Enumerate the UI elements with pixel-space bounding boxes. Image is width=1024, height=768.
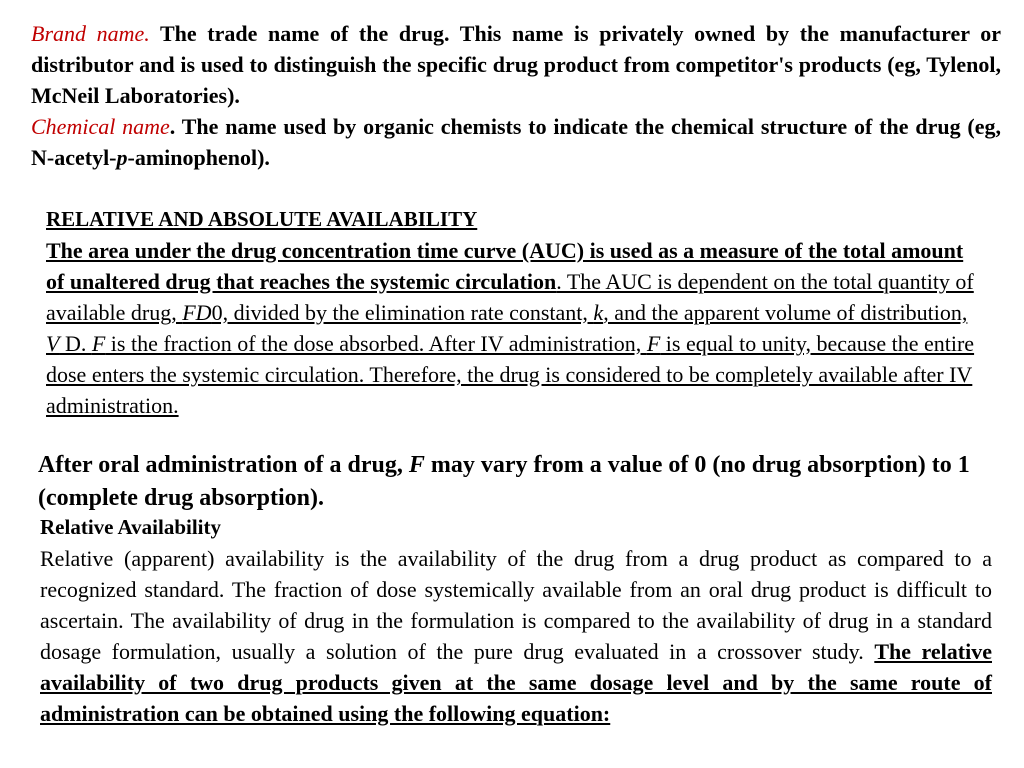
brand-name-term: Brand name xyxy=(31,21,145,46)
fd-symbol: FD xyxy=(182,300,212,325)
relative-absolute-heading: RELATIVE AND ABSOLUTE AVAILABILITY xyxy=(46,207,478,231)
brand-name-text: The trade name of the drug. This name is privately owned by the manufacturer or distributor and is used to distinguish the specific drug product from competitor's products (eg, Tylenol, McNeil Laboratories). xyxy=(31,21,1002,108)
f-symbol-1: F xyxy=(91,331,106,356)
oral-f-symbol: F xyxy=(408,452,425,478)
chemical-name-text-end: -aminophenol). xyxy=(127,145,270,170)
oral-text-1: After oral administration of a drug, xyxy=(38,452,409,478)
oral-text-2: may vary from a value of 0 (no drug absorption) to 1 (complete drug absorption). xyxy=(38,452,970,511)
chemical-name-p: p xyxy=(116,145,128,170)
auc-text-3: , and the apparent volume of distribution, xyxy=(603,300,968,325)
auc-text-2: 0, divided by the elimination rate constant, xyxy=(211,300,594,325)
auc-text-1: . The AUC is dependent on the total quantity of available drug, xyxy=(46,269,974,325)
definitions-section xyxy=(31,18,1001,173)
v-symbol: V xyxy=(46,331,60,356)
oral-administration-paragraph xyxy=(38,449,998,515)
brand-name-definition xyxy=(31,18,1001,111)
relative-availability-section xyxy=(40,512,992,729)
relative-absolute-paragraph xyxy=(46,235,976,421)
chemical-name-text: . The name used by organic chemists to indicate the chemical structure of the drug (eg, N-acetyl- xyxy=(31,114,1001,170)
auc-text-6: is equal to unity, because the entire dose enters the systemic circulation. Therefore, the drug is considered to be completely available after IV administration. xyxy=(46,331,975,418)
relative-text: Relative (apparent) availability is the availability of the drug from a drug product as compared to a recognized standard. The fraction of dose systemically available from an oral drug product is difficult to ascertain. The availability of drug in the formulation is compared to the availability of drug in a standard dosage formulation, usually a solution of the pure drug evaluated in a crossover study. xyxy=(40,546,992,664)
auc-text-4: D. xyxy=(59,331,92,356)
relative-absolute-section xyxy=(46,204,976,421)
auc-strong-text: The area under the drug concentration time curve (AUC) is used as a measure of the total amount of unaltered drug that reaches the systemic circulation xyxy=(46,238,964,294)
chemical-name-definition xyxy=(31,111,1001,173)
k-symbol: k xyxy=(593,300,604,325)
relative-availability-paragraph xyxy=(40,543,992,729)
relative-strong-text: The relative availability of two drug products given at the same dosage level and by the same route of administration can be obtained using the following equation: xyxy=(40,639,992,726)
auc-text-5: is the fraction of the dose absorbed. After IV administration, xyxy=(105,331,647,356)
brand-name-dot: . xyxy=(144,21,150,46)
f-symbol-2: F xyxy=(646,331,661,356)
relative-availability-heading: Relative Availability xyxy=(40,515,222,539)
chemical-name-term: Chemical name xyxy=(31,114,170,139)
